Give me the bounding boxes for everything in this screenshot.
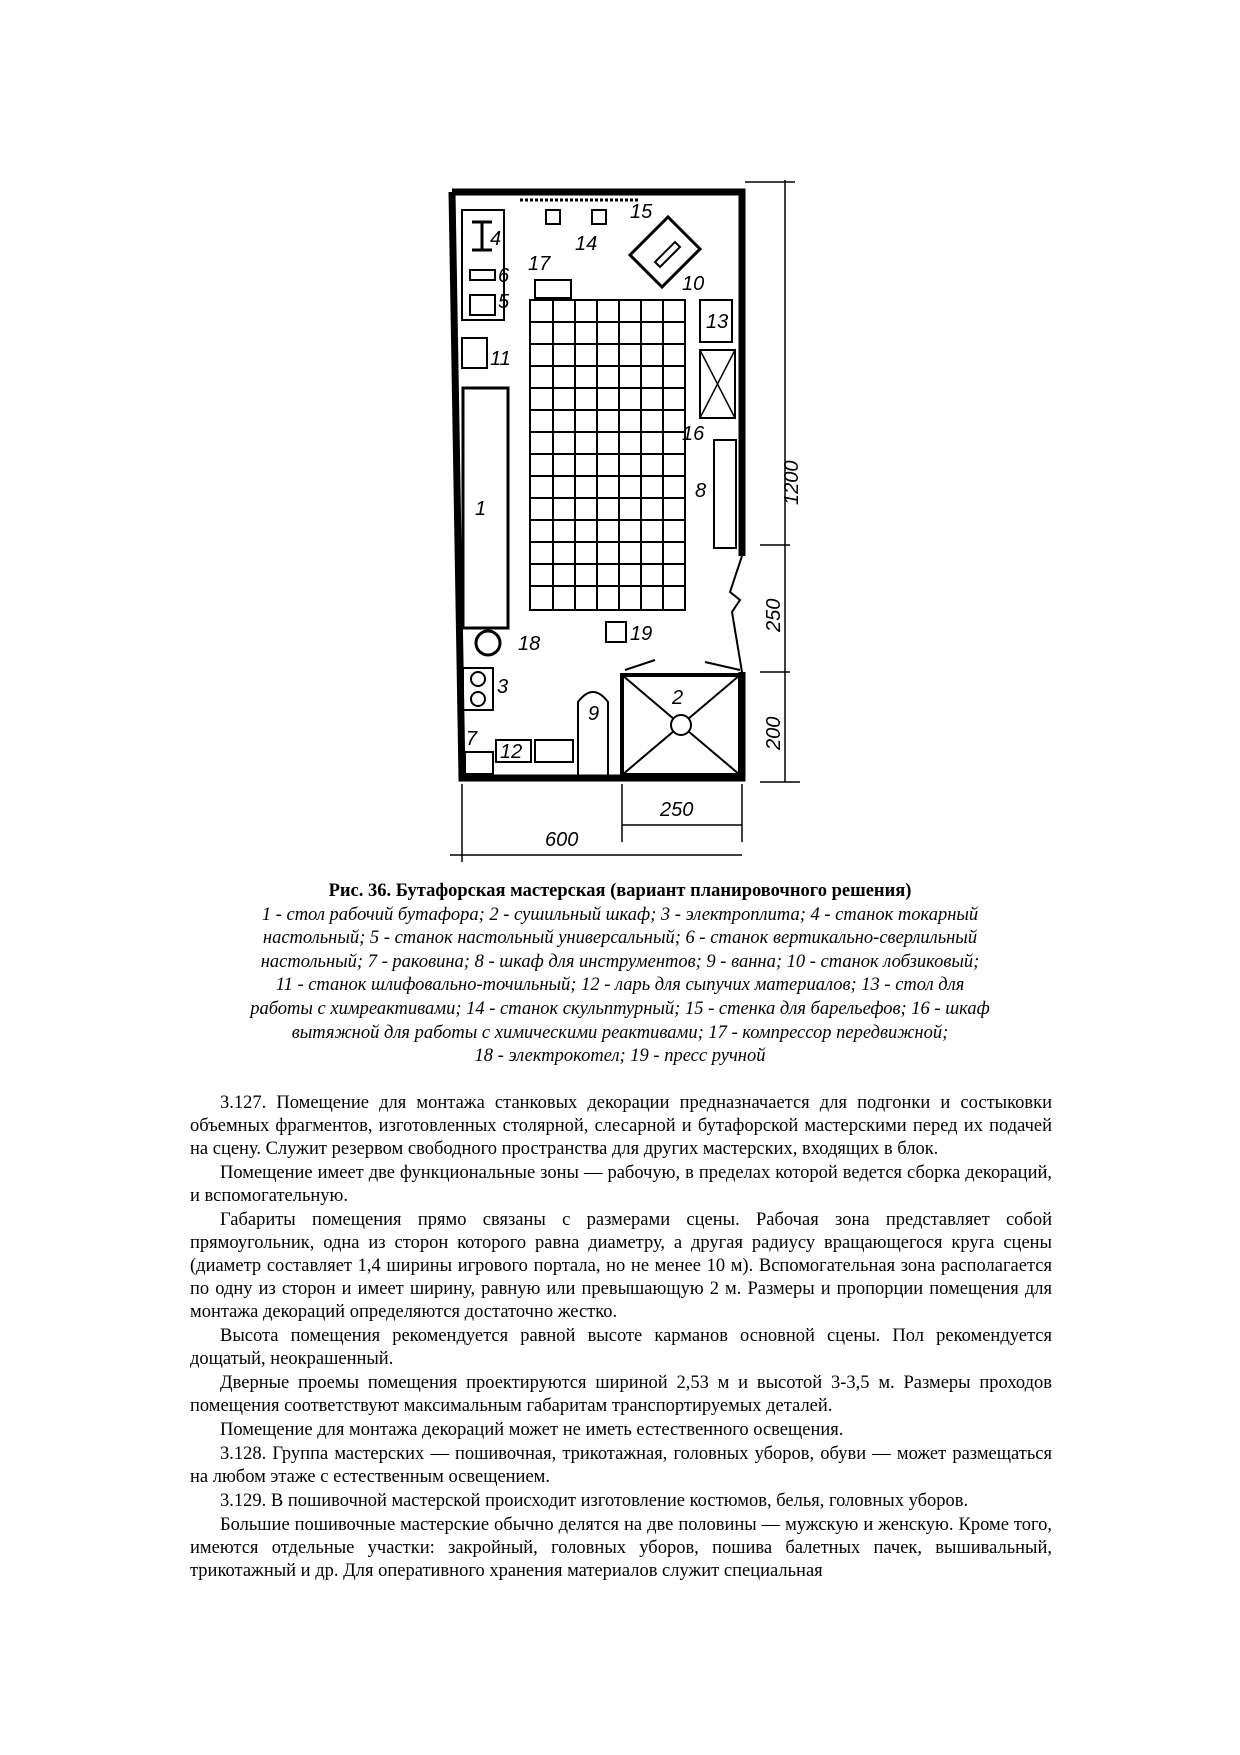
cabinet-center: [671, 715, 691, 735]
caption-line: 1 - стол рабочий бутафора; 2 - сушильный шкаф; 3 - электроплита; 4 - станок токарный: [261, 904, 979, 925]
sink-7: [465, 752, 493, 774]
workshop-floor-plan: [420, 150, 803, 870]
stove-3: [463, 668, 493, 710]
door-swing: [730, 556, 742, 672]
compressor-17: [535, 280, 571, 298]
jigsaw-10-inner: [655, 242, 680, 267]
drill-6: [470, 270, 495, 280]
caption-line: 18 - электрокотел; 19 - пресс ручной: [474, 1046, 766, 1067]
dim-250-cabinet: 250: [660, 799, 694, 821]
paragraph: Большие пошивочные мастерские обычно делятся на две половины — мужскую и женскую. Кроме того, имеются отдельные участки: закройный, головных уборов, пошива балетных пачек, вышивальный, трикотажный и др. Для оперативного хранения материалов служит специальная: [190, 1515, 1052, 1581]
label-1: 1: [475, 498, 487, 520]
paragraph: 3.127. Помещение для монтажа станковых декорации предназначается для подгонки и состыковки объемных фрагментов, изготовленных столярной, слесарной и бутафорской мастерскими перед их подачей на сцену. Служит резервом свободного пространства для других мастерских, входящих в блок.: [190, 1093, 1052, 1159]
label-7: 7: [466, 728, 478, 750]
paragraph: Помещение имеет две функциональные зоны — рабочую, в пределах которой ведется сборка декораций, и вспомогательную.: [190, 1163, 1052, 1206]
stove-burner: [471, 672, 485, 686]
label-8: 8: [695, 480, 707, 502]
label-11: 11: [490, 348, 511, 370]
caption-line: вытяжной для работы с химическими реактивами; 17 - компрессор передвижной;: [291, 1022, 949, 1043]
caption-line: 11 - станок шлифовально-точильный; 12 - ларь для сыпучих материалов; 13 - стол для: [275, 975, 965, 996]
label-19: 19: [630, 623, 653, 645]
label-13: 13: [706, 311, 729, 333]
tool-cabinet-8: [714, 440, 736, 548]
sculpture-stand-14b: [592, 210, 606, 224]
grinder-11: [462, 338, 487, 368]
label-16: 16: [682, 423, 705, 445]
fume-hood-16-lines: [700, 350, 735, 418]
lathe-4: [472, 222, 492, 250]
caption-line: работы с химреактивами; 14 - станок скульптурный; 15 - стенка для барельефов; 16 - шкаф: [250, 998, 990, 1019]
paragraph: Габариты помещения прямо связаны с размерами сцены. Рабочая зона представляет собой прямоугольник, одна из сторон которого равна диаметру, а другая радиусу вращающегося круга сцены (диаметр составляет 1,4 ширины игрового портала, но не менее 10 м). Вспомогательная зона располагается по одну из сторон и имеет ширину, равную или превышающую 2 м. Размеры и пропорции помещения для монтажа декораций определяются достаточно жестко.: [190, 1210, 1052, 1322]
dim-600: 600: [545, 829, 579, 851]
caption-line: настольный; 5 - станок настольный универсальный; 6 - станок вертикально-сверлильный: [262, 928, 978, 949]
paragraph: Помещение для монтажа декораций может не иметь естественного освещения.: [220, 1420, 844, 1440]
label-17: 17: [528, 253, 551, 275]
label-10: 10: [682, 273, 705, 295]
label-6: 6: [498, 265, 510, 287]
label-14: 14: [575, 233, 598, 255]
stove-burner: [471, 692, 485, 706]
paragraph: Дверные проемы помещения проектируются шириной 2,53 м и высотой 3-3,5 м. Размеры проходов помещения соответствуют максимальным габаритам транспортируемых деталей.: [190, 1373, 1052, 1416]
caption-title: Рис. 36. Бутафорская мастерская (вариант планировочного решения): [328, 881, 912, 901]
boiler-18: [476, 631, 500, 655]
caption-line: настольный; 7 - раковина; 8 - шкаф для инструментов; 9 - ванна; 10 - станок лобзиковый;: [260, 951, 980, 972]
universal-machine-5: [470, 295, 495, 315]
dim-1200: 1200: [781, 460, 803, 505]
cabinet-doors: [625, 660, 740, 670]
press-19: [606, 622, 626, 642]
sculpture-stand-14: [546, 210, 560, 224]
bin-12b: [535, 740, 573, 762]
paragraph: Высота помещения рекомендуется равной высоте карманов основной сцены. Пол рекомендуется дощатый, неокрашенный.: [190, 1326, 1052, 1369]
label-3: 3: [497, 676, 509, 698]
paragraph: 3.129. В пошивочной мастерской происходит изготовление костюмов, белья, головных уборов.: [220, 1491, 969, 1511]
label-2: 2: [672, 687, 684, 709]
label-12: 12: [500, 741, 523, 763]
label-5: 5: [498, 291, 510, 313]
label-9: 9: [588, 703, 600, 725]
work-grid: [530, 300, 685, 610]
dim-200: 200: [763, 716, 785, 750]
figure-caption: [190, 880, 1050, 1069]
body-text: [190, 1092, 1052, 1584]
plan-labels: [466, 201, 803, 851]
label-15: 15: [630, 201, 653, 223]
dim-250-door: 250: [763, 598, 785, 632]
paragraph: 3.128. Группа мастерских — пошивочная, трикотажная, головных уборов, обуви — может размещаться на любом этаже с естественным освещением.: [190, 1444, 1052, 1487]
label-4: 4: [490, 228, 502, 250]
label-18: 18: [518, 633, 541, 655]
